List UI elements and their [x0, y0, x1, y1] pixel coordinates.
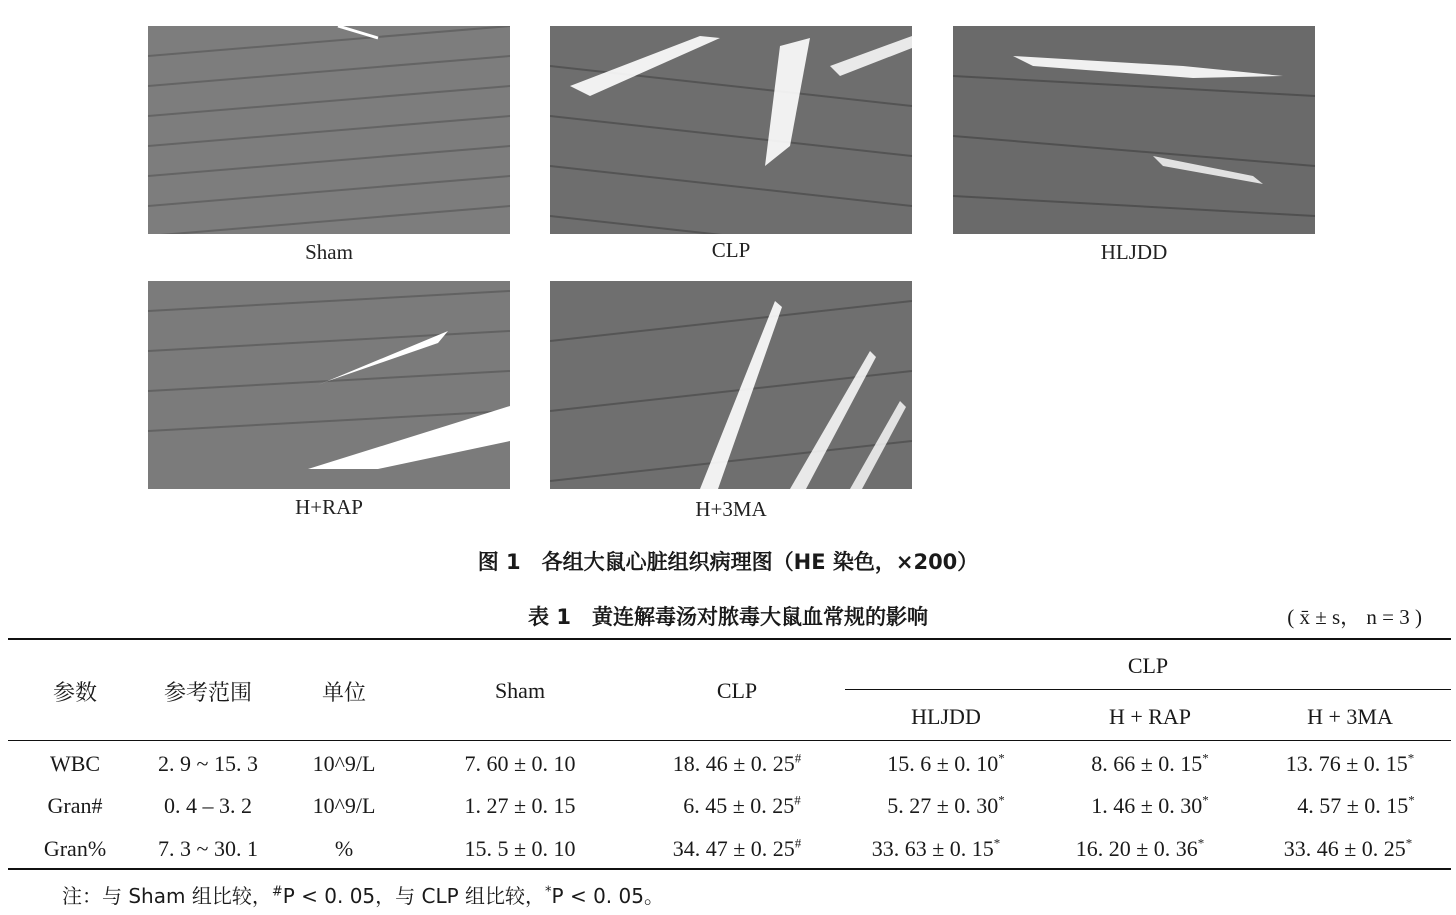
row2-h-3ma: 4. 57 ± 0. 15*: [1297, 792, 1415, 818]
row3-sham: 15. 5 ± 0. 10: [464, 836, 576, 861]
header-sham: Sham: [494, 678, 546, 703]
row3-range: 7. 3 ~ 30. 1: [158, 836, 258, 861]
table-header-rule: [8, 740, 1451, 741]
table-top-rule: [8, 638, 1451, 640]
micrograph-h-rap: [148, 281, 510, 489]
table-footnote: 注：与 Sham 组比较，#P < 0. 05，与 CLP 组比较，*P < 0. 05。: [62, 884, 664, 908]
header-h-rap: H + RAP: [1108, 704, 1192, 729]
micrograph-clp: [550, 26, 912, 234]
header-clp: CLP: [716, 678, 758, 703]
table-bottom-rule: [8, 868, 1451, 870]
row1-clp: 18. 46 ± 0. 25#: [672, 750, 802, 776]
row3-hljdd: 33. 63 ± 0. 15*: [871, 835, 1001, 861]
panel-label-hljdd: HLJDD: [1100, 240, 1168, 264]
micrograph-sham: [148, 26, 510, 234]
header-unit: 单位: [321, 681, 367, 706]
row3-clp: 34. 47 ± 0. 25#: [672, 835, 802, 861]
row1-sham: 7. 60 ± 0. 10: [464, 751, 576, 776]
table-group-rule: [845, 689, 1451, 690]
panel-label-h-rap: H+RAP: [295, 495, 363, 519]
row3-unit: %: [334, 836, 354, 861]
row2-h-rap: 1. 46 ± 0. 30*: [1091, 792, 1209, 818]
row1-h-3ma: 13. 76 ± 0. 15*: [1285, 750, 1415, 776]
panel-label-sham: Sham: [305, 240, 353, 264]
row1-hljdd: 15. 6 ± 0. 10*: [887, 750, 1005, 776]
table-stats-note: ( x̄ ± s， n = 3 ): [1287, 605, 1422, 629]
row1-h-rap: 8. 66 ± 0. 15*: [1091, 750, 1209, 776]
row2-param: Gran#: [47, 793, 103, 818]
header-param: 参数: [52, 681, 98, 706]
row3-h-rap: 16. 20 ± 0. 36*: [1075, 835, 1205, 861]
header-range: 参考范围: [163, 681, 253, 706]
row2-sham: 1. 27 ± 0. 15: [464, 793, 576, 818]
header-h-3ma: H + 3MA: [1307, 704, 1393, 729]
row1-range: 2. 9 ~ 15. 3: [158, 751, 258, 776]
row2-unit: 10^9/L: [312, 793, 376, 818]
row3-param: Gran%: [43, 836, 107, 861]
row2-range: 0. 4 – 3. 2: [164, 793, 252, 818]
header-clp-group: CLP: [1127, 653, 1169, 678]
figure-caption: 图 1 各组大鼠心脏组织病理图（HE 染色，×200）: [477, 550, 979, 574]
panel-label-clp: CLP: [711, 238, 751, 262]
row1-param: WBC: [49, 751, 101, 776]
row1-unit: 10^9/L: [312, 751, 376, 776]
header-hljdd: HLJDD: [911, 704, 981, 729]
panel-label-h-3ma: H+3MA: [695, 497, 767, 521]
row3-h-3ma: 33. 46 ± 0. 25*: [1283, 835, 1413, 861]
row2-hljdd: 5. 27 ± 0. 30*: [887, 792, 1005, 818]
micrograph-hljdd: [953, 26, 1315, 234]
micrograph-h-3ma: [550, 281, 912, 489]
table-title: 表 1 黄连解毒汤对脓毒大鼠血常规的影响: [528, 605, 928, 629]
row2-clp: 6. 45 ± 0. 25#: [683, 792, 801, 818]
